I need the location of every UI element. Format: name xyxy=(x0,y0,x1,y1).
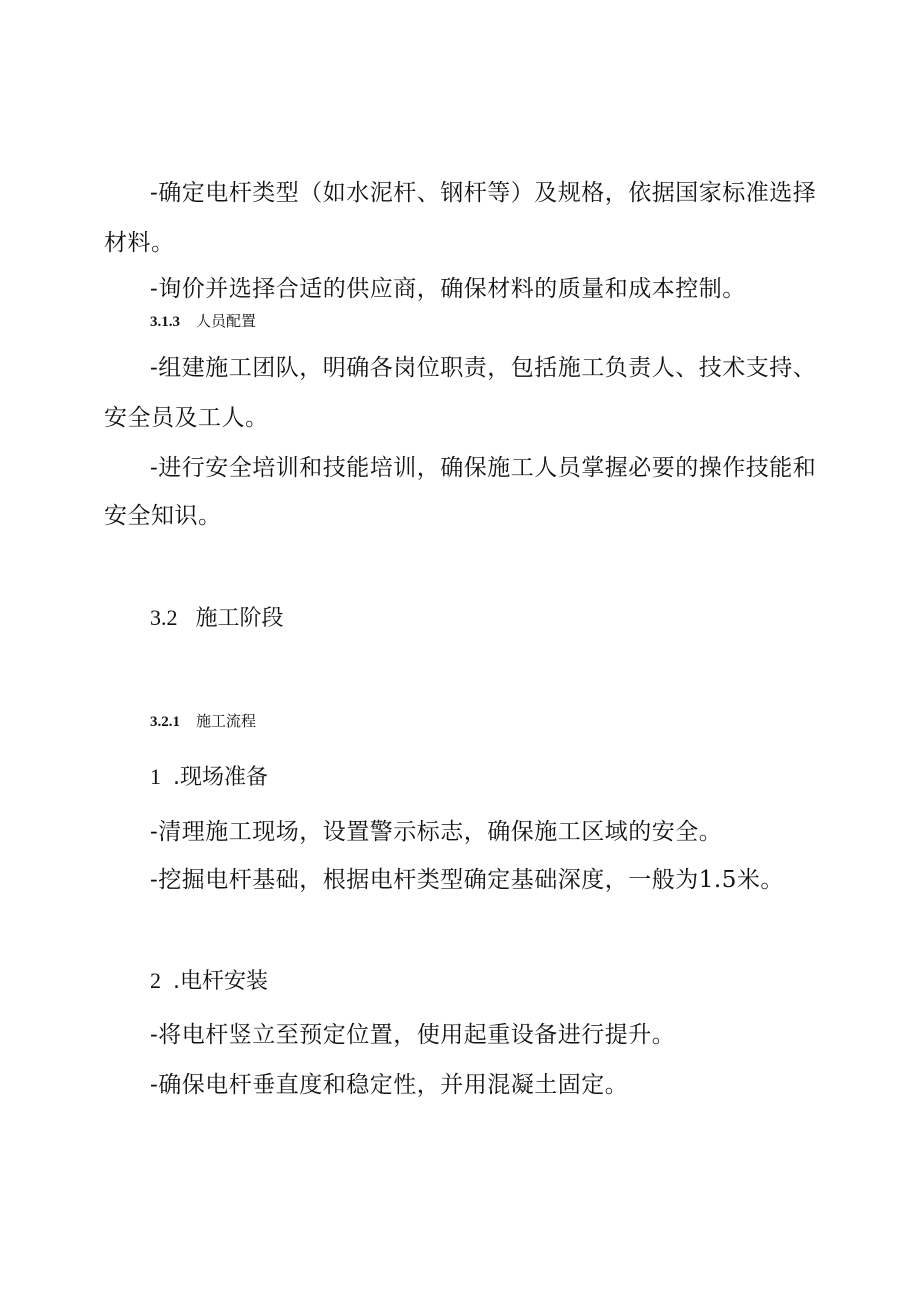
team-text-line1: -组建施工团队，明确各岗位职责，包括施工负责人、技术支持、 xyxy=(150,355,817,381)
team-text-line2: 安全员及工人。 xyxy=(104,405,269,431)
pole-fix-text: -确保电杆垂直度和稳定性，并用混凝土固定。 xyxy=(150,1072,629,1098)
subsection-title: 施工流程 xyxy=(196,712,257,730)
pole-erect-text: -将电杆竖立至预定位置，使用起重设备进行提升。 xyxy=(150,1022,676,1048)
training-text-line2: 安全知识。 xyxy=(104,503,222,529)
subsection-number: 3.2.1 xyxy=(150,714,180,730)
material-type-text-line2: 材料。 xyxy=(104,230,175,256)
site-clear-text: -清理施工现场，设置警示标志，确保施工区域的安全。 xyxy=(150,819,723,845)
step-title: .现场准备 xyxy=(173,765,268,790)
step-number: 2 xyxy=(150,968,161,993)
step-heading-2 xyxy=(150,964,268,995)
section-heading-32 xyxy=(150,601,284,632)
step-number: 1 xyxy=(150,764,161,789)
subsection-title: 人员配置 xyxy=(196,312,257,330)
subsection-number: 3.1.3 xyxy=(150,314,180,330)
foundation-text: -挖掘电杆基础，根据电杆类型确定基础深度，一般为1.5米。 xyxy=(150,867,784,893)
subsection-heading-321 xyxy=(150,710,256,731)
training-text-line1: -进行安全培训和技能培训，确保施工人员掌握必要的操作技能和 xyxy=(150,455,817,481)
section-title: 施工阶段 xyxy=(195,606,284,631)
supplier-text: -询价并选择合适的供应商，确保材料的质量和成本控制。 xyxy=(150,276,746,302)
subsection-heading-313 xyxy=(150,310,256,331)
material-type-text-line1: -确定电杆类型（如水泥杆、钢杆等）及规格，依据国家标准选择 xyxy=(150,180,817,206)
section-number: 3.2 xyxy=(150,605,178,630)
step-title: .电杆安装 xyxy=(173,969,268,994)
step-heading-1 xyxy=(150,760,268,791)
